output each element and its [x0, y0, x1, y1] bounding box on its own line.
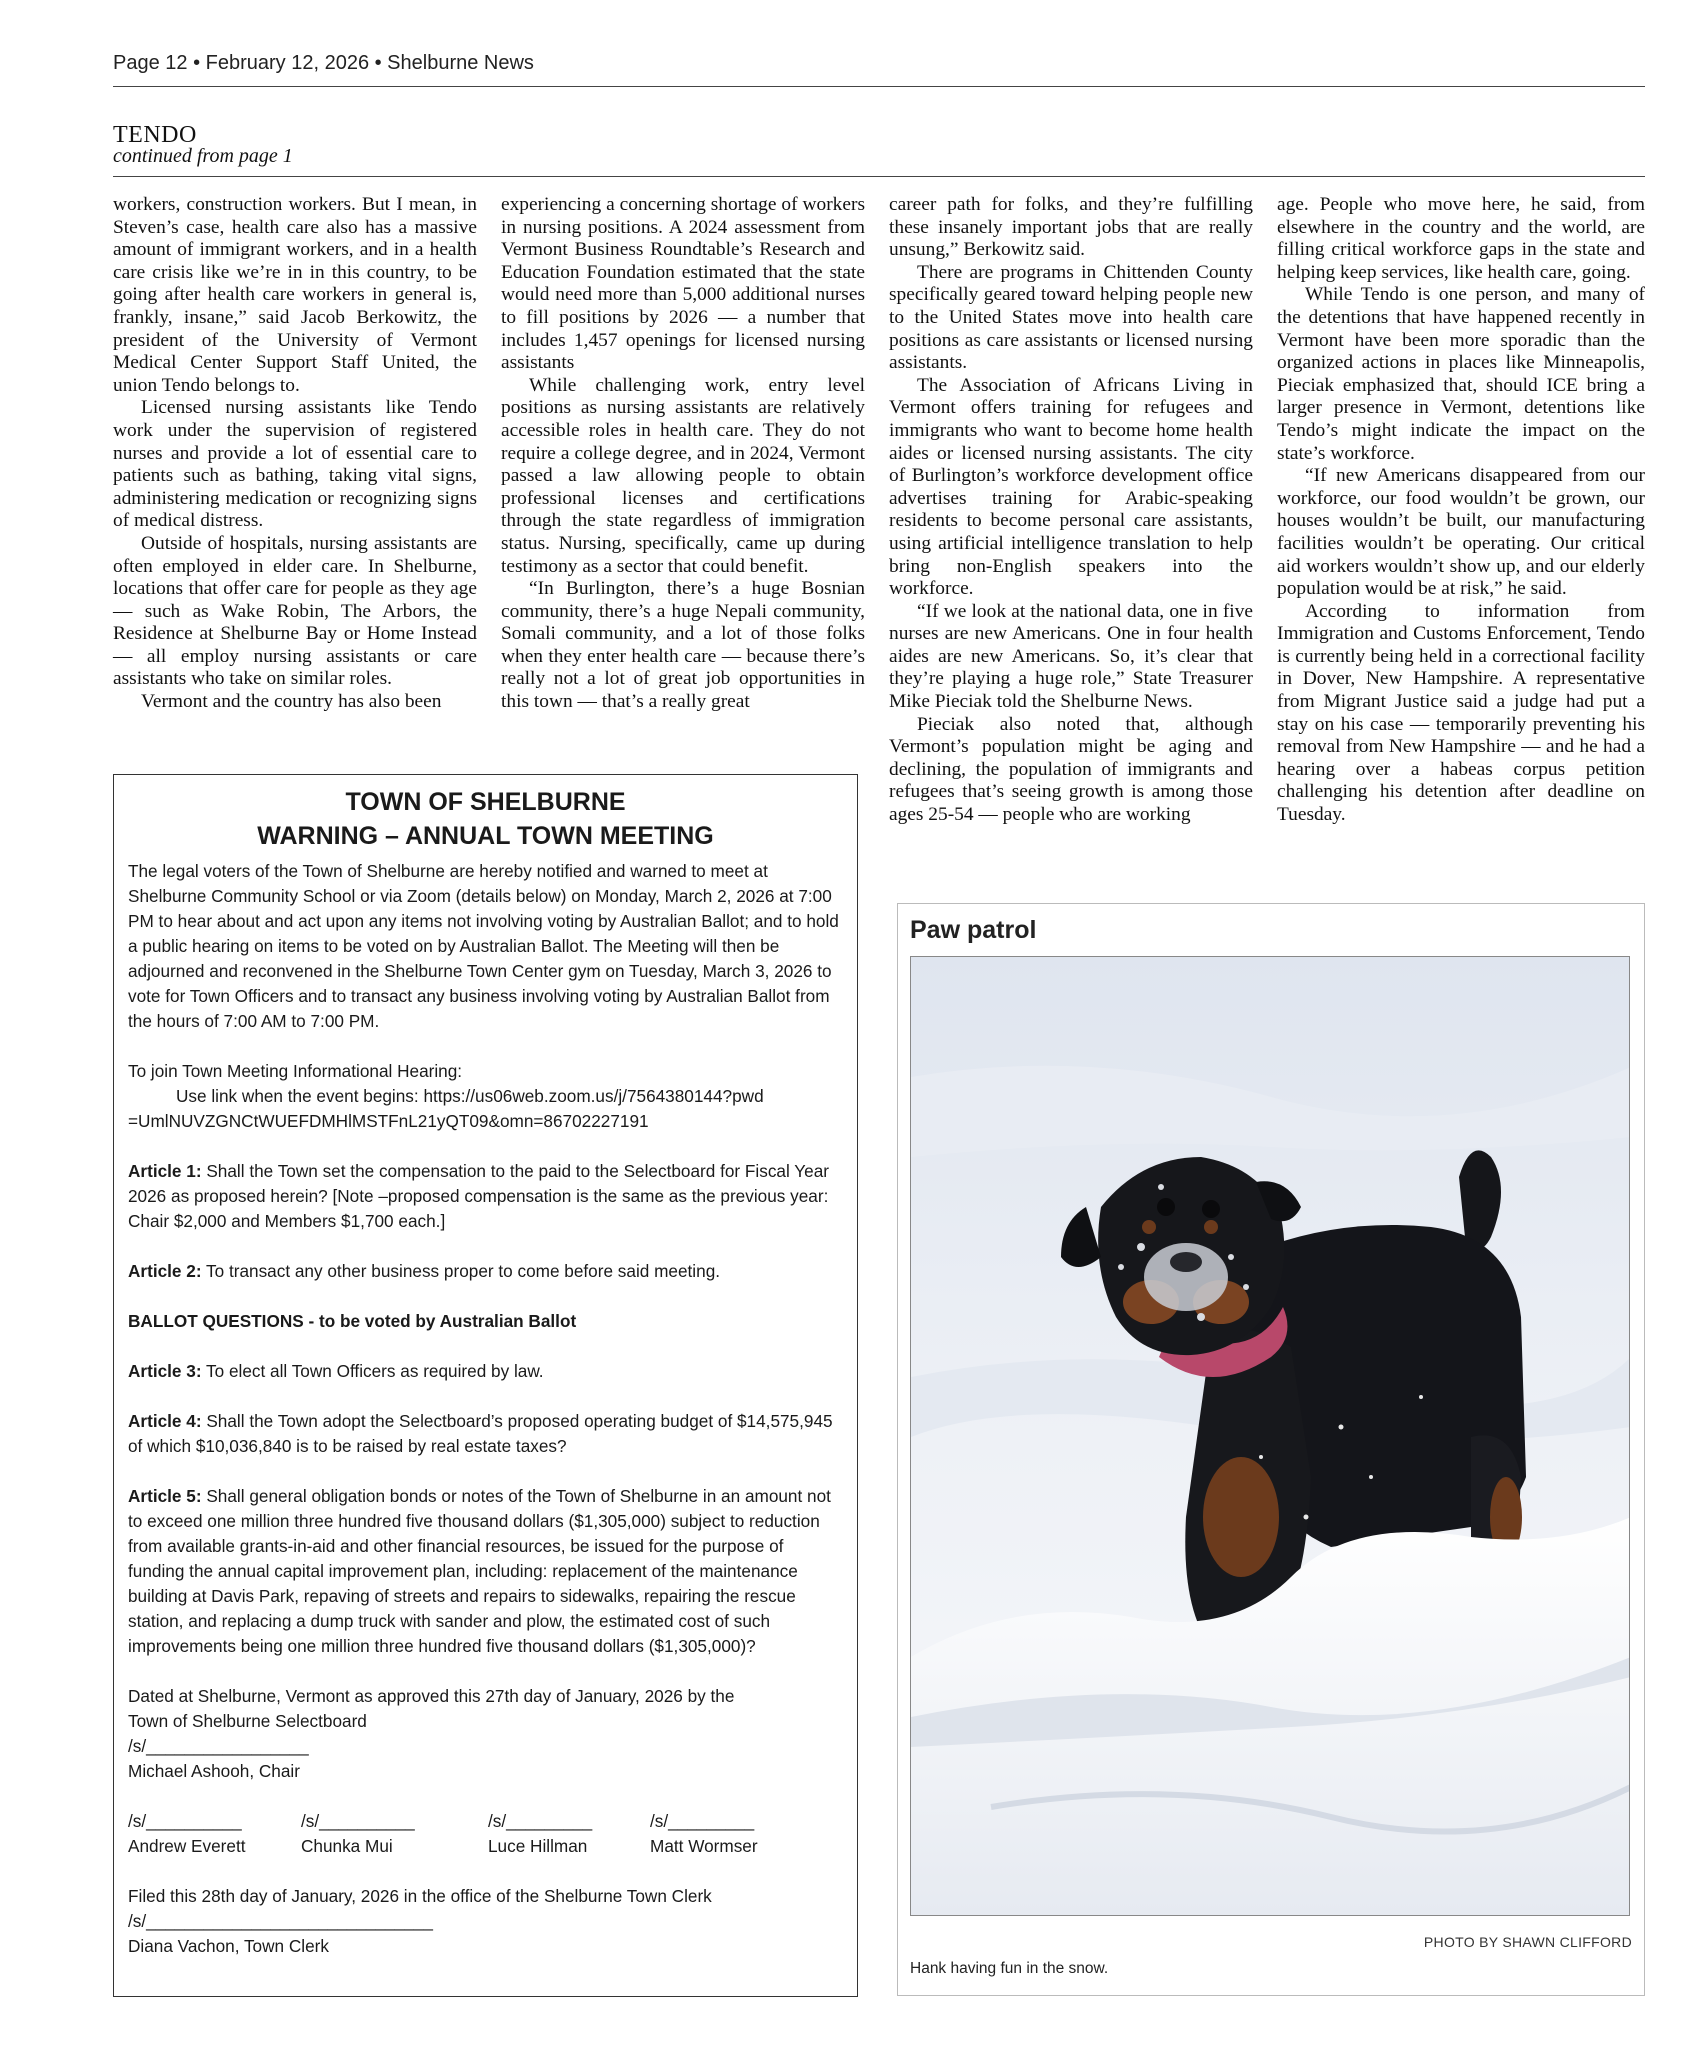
- article-label: Article 4:: [128, 1411, 202, 1431]
- article-paragraph: While challenging work, entry level positions as nursing assistants are relatively accessible roles in health care. They do not require a college degree, and in 2024, Vermont passed a law allowing people to obtain professional licenses and certifications through the state regardless of immigration status. Nursing, specifically, came up during testimony as a sector that could benefit.: [501, 374, 865, 577]
- notice-intro: The legal voters of the Town of Shelburne are hereby notified and warned to meet at Shelburne Community School or via Zoom (details below) on Monday, March 2, 2026 at 7:00 PM to hear about and act upon any items not involving voting by Australian Ballot; and to hold a public hearing on items to be voted on by Australian Ballot. The Meeting will then be adjourned and reconvened in the Shelburne Town Center gym on Tuesday, March 3, 2026 to vote for Town Officers and to transact any business involving voting by Australian Ballot from the hours of 7:00 AM to 7:00 PM.: [128, 861, 839, 1031]
- article-paragraph: age. People who move here, he said, from elsewhere in the country and the world, are filling critical workforce gaps in the state and helping keep services, like health care, going.: [1277, 194, 1645, 283]
- article-text: Shall the Town adopt the Selectboard’s proposed operating budget of $14,575,945 of which $10,036,840 is to be raised by real estate taxes?: [128, 1411, 833, 1456]
- member-name: Andrew Everett: [128, 1836, 246, 1856]
- article-paragraph: workers, construction workers. But I mean, in Steven’s case, health care also has a massive amount of immigrant workers, and in a health care crisis like we’re in in this country, to be going after health care workers in general is, frankly, insane,” said Jacob Berkowitz, the president of the University of Vermont Medical Center Support Staff United, the union Tendo belongs to.: [113, 194, 477, 396]
- ballot-questions-heading: BALLOT QUESTIONS - to be voted by Australian Ballot: [128, 1311, 577, 1331]
- page-folio: Page 12 • February 12, 2026 • Shelburne News: [113, 52, 534, 74]
- notice-join-label: To join Town Meeting Informational Hearing:: [128, 1061, 463, 1081]
- article-label: Article 2:: [128, 1261, 202, 1281]
- article-paragraph: Pieciak also noted that, although Vermont’s population might be aging and declining, the population of immigrants and refugees that’s seeing growth is among those ages 25-54 — people who are working: [889, 713, 1253, 826]
- notice-filed-line: Filed this 28th day of January, 2026 in the office of the Shelburne Town Clerk: [128, 1886, 712, 1906]
- article-paragraph: Licensed nursing assistants like Tendo work under the supervision of registered nurses and provide a lot of essential care to patients such as bathing, taking vital signs, administering medication or recognizing signs of medical distress.: [113, 397, 477, 532]
- member-name: Chunka Mui: [301, 1836, 393, 1856]
- notice-title-1: TOWN OF SHELBURNE: [345, 788, 626, 816]
- notice-article-3: [128, 1359, 843, 1384]
- jump-continued-line: continued from page 1: [113, 145, 293, 167]
- article-column-3: [889, 194, 1253, 827]
- photo-title: Paw patrol: [910, 916, 1037, 944]
- article-paragraph: Outside of hospitals, nursing assistants are often employed in elder care. In Shelburne, locations that offer care for people as they age — such as Wake Robin, The Arbors, the Residence at Shelburne Bay or Home Instead — all employ nursing assistants or care assistants who take on similar roles.: [113, 532, 477, 690]
- dog-illustration: [911, 957, 1630, 1916]
- notice-body: [128, 859, 843, 1959]
- member-names: [128, 1834, 843, 1859]
- article-column-2: [501, 194, 865, 714]
- article-paragraph: “In Burlington, there’s a huge Bosnian community, there’s a huge Nepali community, Somali community, and a lot of those folks when they enter health care — because there’s really not a lot of great job opportunities in this town — that’s a really great: [501, 578, 865, 713]
- article-label: Article 3:: [128, 1361, 202, 1381]
- clerk-signature-line: /s/______________________________: [128, 1911, 433, 1931]
- article-label: Article 1:: [128, 1161, 202, 1181]
- signature-line: /s/__________: [301, 1811, 415, 1831]
- article-label: Article 5:: [128, 1486, 202, 1506]
- photo-credit: PHOTO BY SHAWN CLIFFORD: [1423, 1934, 1632, 1950]
- article-column-4: [1277, 194, 1645, 827]
- article-paragraph: “If we look at the national data, one in five nurses are new Americans. One in four health aides are new Americans. So, it’s clear that they’re playing a huge role,” State Treasurer Mike Pieciak told the Shelburne News.: [889, 600, 1253, 713]
- notice-zoom-link-2: =UmlNUVZGNCtWUEFDMHlMSTFnL21yQT09&omn=86702227191: [128, 1111, 649, 1131]
- notice-article-2: [128, 1259, 843, 1284]
- clerk-name: Diana Vachon, Town Clerk: [128, 1936, 329, 1956]
- article-paragraph: “If new Americans disappeared from our workforce, our food wouldn’t be grown, our houses wouldn’t be built, our manufacturing facilities wouldn’t be operating. Our critical aid workers wouldn’t show up, and our elderly population would be at risk,” he said.: [1277, 465, 1645, 600]
- signature-line: /s/_________: [488, 1811, 593, 1831]
- article-text: Shall the Town set the compensation to the paid to the Selectboard for Fiscal Year 2026 as proposed herein? [Note –proposed compensation is the same as the previous year: Chair $2,000 and Members $1,700 each.]: [128, 1161, 829, 1231]
- jump-headline: TENDO: [113, 122, 197, 148]
- article-text: To transact any other business proper to come before said meeting.: [201, 1261, 721, 1281]
- chair-name: Michael Ashooh, Chair: [128, 1761, 300, 1781]
- article-paragraph: The Association of Africans Living in Vermont offers training for refugees and immigrants who want to become home health aides or licensed nursing assistants. The city of Burlington’s workforce development office advertises training for Arabic-speaking residents to become personal care assistants, using artificial intelligence translation to help bring non-English speakers into the workforce.: [889, 374, 1253, 600]
- chair-signature-line: /s/_________________: [128, 1736, 309, 1756]
- notice-zoom-link-1: Use link when the event begins: https://us06web.zoom.us/j/7564380144?pwd: [176, 1086, 764, 1106]
- photo-caption: Hank having fun in the snow.: [910, 1960, 1109, 1977]
- notice-dated-line-1: Dated at Shelburne, Vermont as approved this 27th day of January, 2026 by the: [128, 1686, 735, 1706]
- notice-dated-line-2: Town of Shelburne Selectboard: [128, 1711, 367, 1731]
- jump-rule: [113, 176, 1645, 177]
- notice-title-2: WARNING – ANNUAL TOWN MEETING: [257, 822, 714, 850]
- member-name: Matt Wormser: [650, 1836, 758, 1856]
- signature-line: /s/__________: [128, 1811, 242, 1831]
- article-paragraph: Vermont and the country has also been: [141, 691, 442, 713]
- notice-article-4: [128, 1409, 843, 1459]
- notice-article-1: [128, 1159, 843, 1234]
- article-paragraph: While Tendo is one person, and many of the detentions that have happened recently in Vermont have been more sporadic than the organized actions in places like Minneapolis, Pieciak emphasized that, should ICE bring a larger presence in Vermont, detentions like Tendo’s might indicate the impact on the state’s workforce.: [1277, 284, 1645, 464]
- article-column-1: [113, 194, 477, 714]
- member-signature-lines: [128, 1809, 843, 1834]
- article-paragraph: experiencing a concerning shortage of workers in nursing positions. A 2024 assessment from Vermont Business Roundtable’s Research and Education Foundation estimated that the state would need more than 5,000 additional nurses to fill positions by 2026 — a number that includes 1,457 openings for licensed nursing assistants: [501, 194, 865, 374]
- dog-in-snow-photo: [910, 956, 1630, 1916]
- notice-article-5: [128, 1484, 843, 1659]
- paw-patrol-photo-box: [897, 903, 1645, 1996]
- town-meeting-legal-notice: [113, 774, 858, 1997]
- article-text: Shall general obligation bonds or notes of the Town of Shelburne in an amount not to exceed one million three hundred five thousand dollars ($1,305,000) subject to reduction from available grants-in-aid and other financial resources, be issued for the purpose of funding the annual capital improvement plan, including: replacement of the maintenance building at Davis Park, repaving of streets and repairs to sidewalks, repairing the rescue station, and replacing a dump truck with sander and plow, the estimated cost of such improvements being one million three hundred five thousand dollars ($1,305,000)?: [128, 1486, 831, 1656]
- signature-line: /s/_________: [650, 1811, 755, 1831]
- article-text: To elect all Town Officers as required by law.: [201, 1361, 544, 1381]
- header-rule: [113, 86, 1645, 87]
- article-paragraph: According to information from Immigration and Customs Enforcement, Tendo is currently being held in a correctional facility in Dover, New Hampshire. A representative from Migrant Justice said a judge had put a stay on his case — temporarily preventing his removal from New Hampshire — and he had a hearing over a habeas corpus petition challenging his detention after deadline on Tuesday.: [1277, 600, 1645, 826]
- article-paragraph: There are programs in Chittenden County specifically geared toward helping people new to the United States move into health care positions as care assistants or licensed nursing assistants.: [889, 261, 1253, 374]
- member-name: Luce Hillman: [488, 1836, 588, 1856]
- article-paragraph: career path for folks, and they’re fulfilling these insanely important jobs that are really unsung,” Berkowitz said.: [889, 194, 1253, 261]
